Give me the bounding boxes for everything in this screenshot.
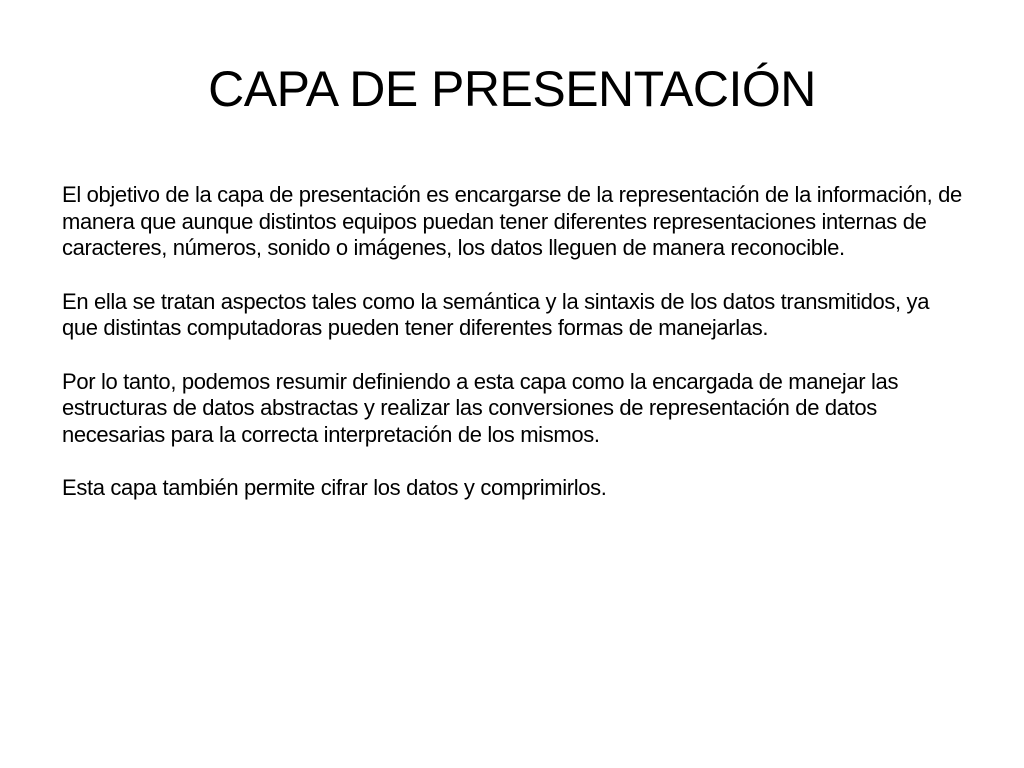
paragraph-encryption: Esta capa también permite cifrar los datos y comprimirlos. <box>62 475 607 500</box>
slide-body <box>62 182 967 529</box>
paragraph-objective: El objetivo de la capa de presentación es encargarse de la representación de la información, de manera que aunque distintos equipos puedan tener diferentes representaciones internas de caracteres, números, sonido o imágenes, los datos lleguen de manera reconocible. <box>62 182 962 260</box>
paragraph-summary: Por lo tanto, podemos resumir definiendo a esta capa como la encargada de manejar las estructuras de datos abstractas y realizar las conversiones de representación de datos necesarias para la correcta interpretación de los mismos. <box>62 368 899 447</box>
slide-title: CAPA DE PRESENTACIÓN <box>208 61 816 117</box>
paragraph-aspects: En ella se tratan aspectos tales como la semántica y la sintaxis de los datos transmitidos, ya que distintas computadoras pueden tener diferentes formas de manejarlas. <box>62 288 930 340</box>
